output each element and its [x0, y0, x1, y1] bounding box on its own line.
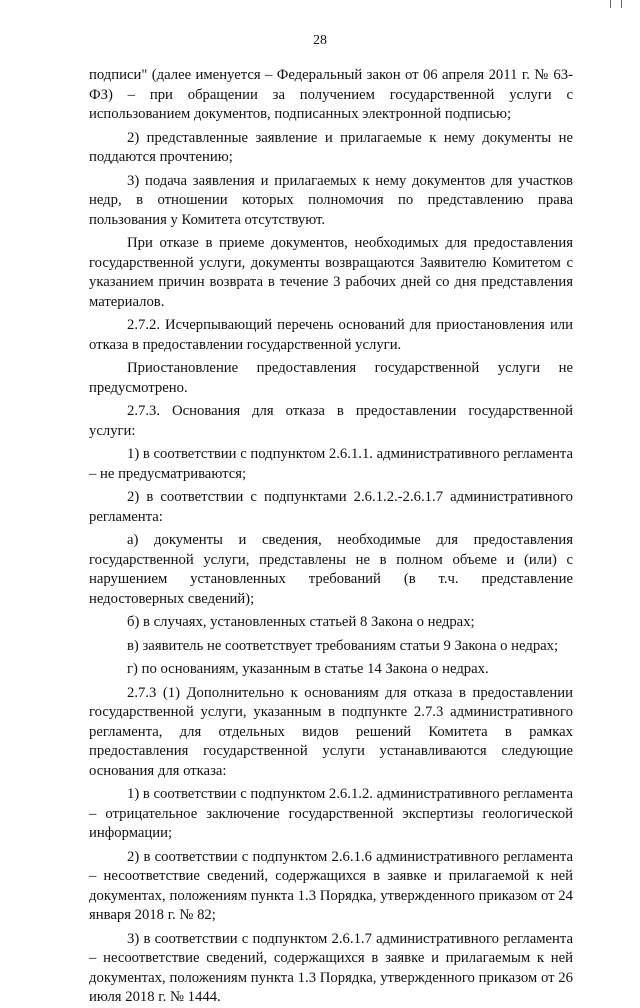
paragraph-6: Приостановление предоставления государственной услуги не предусмотрено.: [89, 360, 573, 396]
paragraph-7: 2.7.3. Основания для отказа в предоставлении государственной услуги:: [89, 403, 573, 439]
paragraph-14: 2.7.3 (1) Дополнительно к основаниям для отказа в предоставлении государственной услуги, указанным в подпункте 2.7.3 административного регламента, для отдельных видов решений Комитета в рамках предоставления государственной услуги устанавливаются следующие основания для отказа:: [89, 684, 573, 779]
page-number: 28: [313, 33, 327, 48]
paragraph-4: При отказе в приеме документов, необходимых для предоставления государственной услуги, документы возвращаются Заявителю Комитетом с указанием причин возврата в течение 3 рабочих дней со дня представления материалов.: [89, 235, 573, 310]
paragraph-17: 3) в соответствии с подпунктом 2.6.1.7 административного регламента – несоответствие сведений, содержащихся в заявке и прилагаемым к ней документах, положениям пункта 1.3 Порядка, утвержденного приказом от 26 июля 2018 г. № 1444.: [89, 930, 573, 1005]
paragraph-12: в) заявитель не соответствует требованиям статьи 9 Закона о недрах;: [127, 637, 559, 654]
paragraph-16: 2) в соответствии с подпунктом 2.6.1.6 административного регламента – несоответствие сведений, содержащихся в заявке и прилагаемой к ней документах, положениям пункта 1.3 Порядка, утвержденного приказом от 24 января 2018 г. № 82;: [89, 848, 573, 923]
paragraph-15: 1) в соответствии с подпунктом 2.6.1.2. административного регламента – отрицательное заключение государственной экспертизы геологической информации;: [89, 786, 573, 841]
scan-corner-mark: [610, 0, 622, 8]
paragraph-3: 3) подача заявления и прилагаемых к нему документов для участков недр, в отношении которых полномочия по представлению права пользования у Комитета отсутствуют.: [89, 172, 573, 228]
document-body: [89, 66, 573, 1008]
paragraph-9: 2) в соответствии с подпунктами 2.6.1.2.-2.6.1.7 административного регламента:: [89, 489, 573, 525]
paragraph-2: 2) представленные заявление и прилагаемые к нему документы не поддаются прочтению;: [89, 129, 573, 165]
paragraph-10: а) документы и сведения, необходимые для предоставления государственной услуги, представлены не в полном объеме и (или) с нарушением установленных требований (в т.ч. представление недостоверных сведений);: [89, 532, 573, 607]
paragraph-13: г) по основаниям, указанным в статье 14 Закона о недрах.: [127, 661, 489, 677]
paragraph-5: 2.7.2. Исчерпывающий перечень оснований для приостановления или отказа в предоставлении государственной услуги.: [89, 317, 573, 353]
paragraph-8: 1) в соответствии с подпунктом 2.6.1.1. административного регламента – не предусматриваются;: [89, 446, 573, 482]
paragraph-1: подписи" (далее именуется – Федеральный закон от 06 апреля 2011 г. № 63-ФЗ) – при обращении за получением государственной услуги с использованием документов, подписанных электронной подписью;: [89, 67, 573, 122]
paragraph-11: б) в случаях, установленных статьей 8 Закона о недрах;: [127, 614, 475, 630]
